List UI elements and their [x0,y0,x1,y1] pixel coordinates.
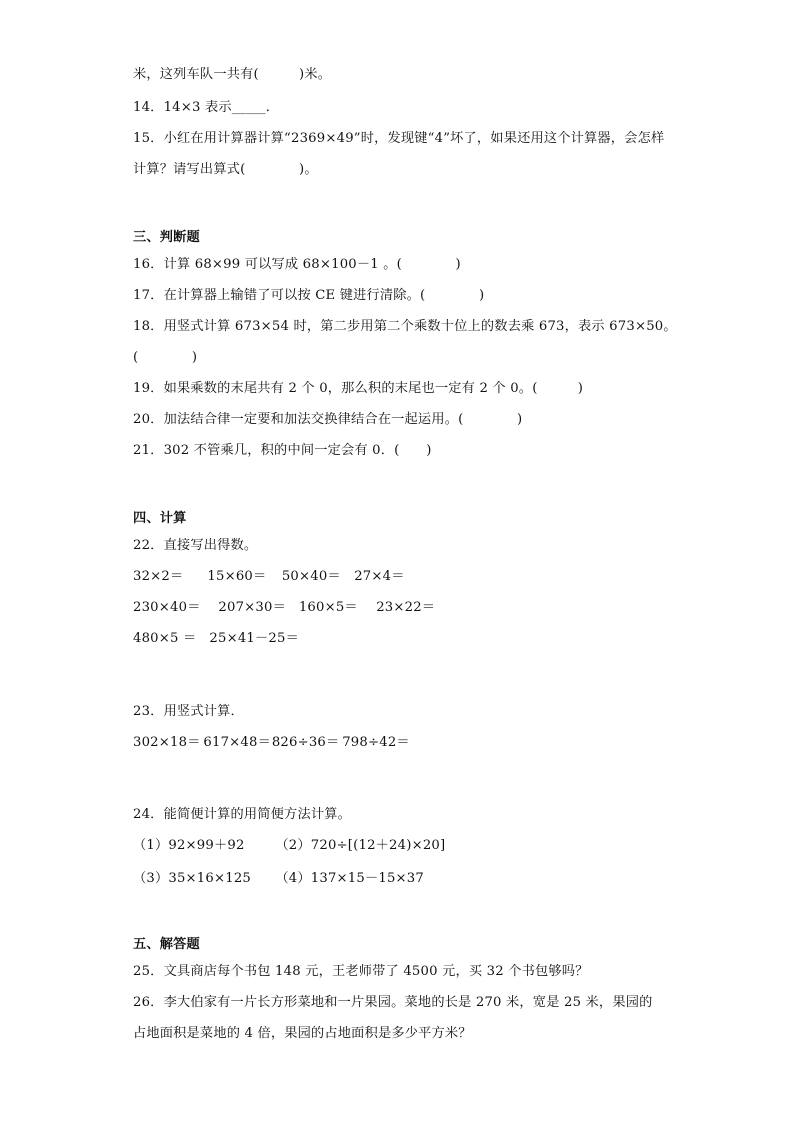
calc-item: （2）720÷[(12＋24)×20] [275,838,446,853]
question-17: 17．在计算器上输错了可以按 CE 键进行清除。( ) [133,288,485,303]
question-25: 25．文具商店每个书包 148 元，王老师带了 4500 元，买 32 个书包够吗？ [133,964,589,979]
calc-item: 480×5 ＝ [133,631,197,646]
question-16: 16．计算 68×99 可以写成 68×100－1 。( ) [133,257,461,272]
question-15-line2: 计算？请写出算式( )。 [133,162,318,177]
question-14: 14．14×3 表示_____． [133,100,280,115]
question-24-row2 [133,870,424,888]
question-23: 23．用竖式计算． [133,704,244,719]
question-19: 19．如果乘数的末尾共有 2 个 0，那么积的末尾也一定有 2 个 0。( ) [133,381,584,396]
question-26-line2: 占地面积是菜地的 4 倍，果园的占地面积是多少平方米？ [133,1026,472,1041]
question-20: 20．加法结合律一定要和加法交换律结合在一起运用。( ) [133,412,523,427]
calc-item: 617×48＝ [203,735,271,750]
calc-item: 798÷42＝ [342,735,410,750]
calc-item: 826÷36＝ [271,735,340,750]
question-24-row1 [133,837,445,855]
calc-item: 15×60＝ [207,569,267,584]
question-22-row2 [133,599,435,617]
calc-item: 50×40＝ [281,569,341,584]
question-15-line1: 15．小红在用计算器计算“2369×49”时，发现键“4”坏了，如果还用这个计算器，会怎样 [133,131,665,146]
calc-item: 230×40＝ [133,600,201,615]
calc-item: 27×4＝ [354,569,405,584]
question-24: 24．能简便计算的用简便方法计算。 [133,807,351,822]
calc-item: 160×5＝ [298,600,358,615]
calc-item: 23×22＝ [376,600,436,615]
calc-item: 25×41－25＝ [209,631,299,646]
question-21: 21．302 不管乘几，积的中间一定会有 0．( ) [133,443,432,458]
question-23-row1 [133,734,410,752]
question-26-line1: 26．李大伯家有一片长方形菜地和一片果园。菜地的长是 270 米，宽是 25 米，果园的 [133,995,653,1010]
question-18-line2: ( ) [133,350,198,365]
question-22-row1 [133,568,405,586]
section-5-heading: 五、解答题 [133,937,200,952]
question-18-line1: 18．用竖式计算 673×54 时，第二步用第二个乘数十位上的数去乘 673，表示 673×50。 [133,319,677,334]
calc-item: 207×30＝ [218,600,286,615]
section-4-heading: 四、计算 [133,511,187,526]
question-22: 22．直接写出得数。 [133,538,258,553]
calc-item: 32×2＝ [133,569,184,584]
calc-item: （1）92×99＋92 [133,838,245,853]
question-13-continuation: 米，这列车队一共有( )米。 [133,67,332,82]
section-3-heading: 三、判断题 [133,230,200,245]
calc-item: （3）35×16×125 [133,871,251,886]
calc-item: （4）137×15－15×37 [275,871,424,886]
calc-item: 302×18＝ [133,735,201,750]
question-22-row3 [133,630,299,648]
